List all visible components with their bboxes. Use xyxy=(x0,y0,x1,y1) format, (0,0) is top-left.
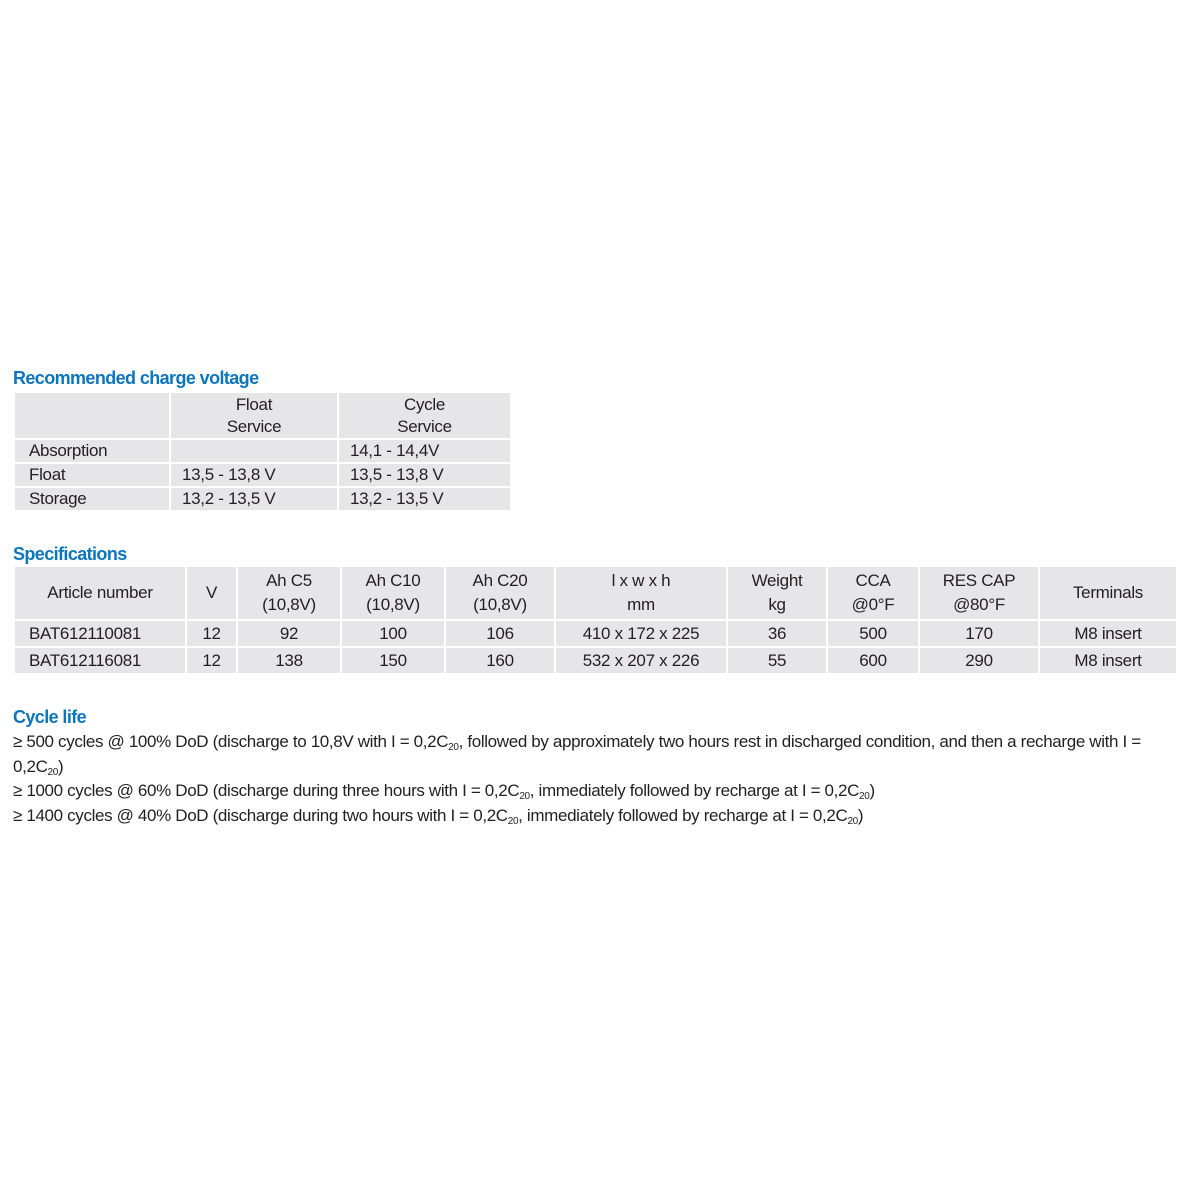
cell-article-number: BAT612116081 xyxy=(15,648,185,673)
cycle-life-line-500 xyxy=(13,730,1188,779)
header-line2: (10,8V) xyxy=(473,595,527,614)
cycle-service-header-line2: Service xyxy=(397,416,452,436)
cell-voltage: 12 xyxy=(187,621,236,646)
specifications-header-row xyxy=(15,567,1176,619)
header-line2: (10,8V) xyxy=(366,595,420,614)
header-ah-c20 xyxy=(446,567,554,619)
cell-article-number: BAT612110081 xyxy=(15,621,185,646)
cycle-service-header xyxy=(339,393,510,438)
charge-row-label: Absorption xyxy=(15,440,169,462)
header-dimensions xyxy=(556,567,726,619)
cell-cca: 500 xyxy=(828,621,918,646)
text-run: ≥ 1400 cycles @ 40% DoD (discharge during two hours with I = 0,2C xyxy=(13,805,508,825)
cell-ah-c20: 106 xyxy=(446,621,554,646)
charge-row-label: Storage xyxy=(15,488,169,510)
subscript: 20 xyxy=(859,791,870,802)
header-res-cap xyxy=(920,567,1038,619)
subscript: 20 xyxy=(847,815,858,827)
cycle-life-title: Cycle life xyxy=(13,707,87,727)
header-line2: (10,8V) xyxy=(262,595,316,614)
charge-row-float-value xyxy=(171,440,337,462)
cell-ah-c5: 138 xyxy=(238,648,340,673)
specifications-table xyxy=(13,565,1178,675)
header-line1: Article number xyxy=(47,583,153,602)
header-cca xyxy=(828,567,918,619)
header-ah-c10 xyxy=(342,567,444,619)
header-article-number xyxy=(15,567,185,619)
subscript: 20 xyxy=(519,791,530,802)
header-line2: @0°F xyxy=(851,595,895,614)
charge-row-storage xyxy=(15,488,510,510)
cell-dimensions: 410 x 172 x 225 xyxy=(556,621,726,646)
cell-terminals: M8 insert xyxy=(1040,648,1176,673)
charge-row-cycle-value: 13,5 - 13,8 V xyxy=(339,464,510,486)
cycle-life-line-1000 xyxy=(13,779,1188,804)
cell-voltage: 12 xyxy=(187,648,236,673)
header-line1: RES CAP xyxy=(942,571,1016,590)
header-terminals xyxy=(1040,567,1176,619)
charge-row-float xyxy=(15,464,510,486)
cell-ah-c20: 160 xyxy=(446,648,554,673)
header-line1: Ah C10 xyxy=(365,571,421,590)
cycle-life-line-1400 xyxy=(13,804,1188,829)
cycle-life-text xyxy=(13,730,1188,828)
charge-row-cycle-value: 14,1 - 14,4V xyxy=(339,440,510,462)
header-line2: kg xyxy=(768,595,786,614)
cell-cca: 600 xyxy=(828,648,918,673)
cell-res-cap: 170 xyxy=(920,621,1038,646)
cell-weight: 36 xyxy=(728,621,826,646)
header-line2: @80°F xyxy=(953,595,1005,614)
cell-ah-c10: 150 xyxy=(342,648,444,673)
specifications-title: Specifications xyxy=(13,544,127,564)
subscript: 20 xyxy=(507,815,519,827)
text-run: ≥ 500 cycles @ 100% DoD (discharge to 10,8V with I = 0,2C xyxy=(13,732,449,751)
empty-header-cell xyxy=(15,393,169,438)
float-service-header xyxy=(171,393,337,438)
charge-row-label: Float xyxy=(15,464,169,486)
cell-res-cap: 290 xyxy=(920,648,1038,673)
charge-voltage-table xyxy=(13,391,512,512)
charge-row-cycle-value: 13,2 - 13,5 V xyxy=(339,488,510,510)
header-line1: l x w x h xyxy=(611,571,671,590)
header-line1: CCA xyxy=(855,571,891,590)
subscript: 20 xyxy=(448,742,459,753)
float-service-header-line2: Service xyxy=(226,416,282,436)
header-line2: mm xyxy=(627,595,655,614)
text-run: ) xyxy=(869,781,875,800)
header-ah-c5 xyxy=(238,567,340,619)
text-run: , immediately followed by recharge at I = 0,2C xyxy=(518,805,848,825)
charge-row-absorption xyxy=(15,440,510,462)
cycle-service-header-line1: Cycle xyxy=(403,394,445,414)
header-line1: Weight xyxy=(751,571,803,590)
charge-voltage-header-row xyxy=(15,393,510,438)
charge-row-float-value: 13,2 - 13,5 V xyxy=(171,488,337,510)
header-weight xyxy=(728,567,826,619)
header-line1: V xyxy=(205,583,218,602)
cell-dimensions: 532 x 207 x 226 xyxy=(556,648,726,673)
header-line1: Ah C5 xyxy=(266,571,312,590)
table-row xyxy=(15,648,1176,673)
cell-ah-c10: 100 xyxy=(342,621,444,646)
table-row xyxy=(15,621,1176,646)
cell-terminals: M8 insert xyxy=(1040,621,1176,646)
text-run: ) xyxy=(57,756,64,776)
charge-row-float-value: 13,5 - 13,8 V xyxy=(171,464,337,486)
header-line1: Terminals xyxy=(1072,583,1144,602)
text-run: ≥ 1000 cycles @ 60% DoD (discharge during three hours with I = 0,2C xyxy=(13,781,520,800)
text-run: ) xyxy=(857,805,864,825)
header-voltage xyxy=(187,567,236,619)
header-line1: Ah C20 xyxy=(472,571,528,590)
cell-weight: 55 xyxy=(728,648,826,673)
text-run: , followed by approximately two hours rest in discharged condition, and then a recharge with I = 0,2C xyxy=(13,732,1141,776)
subscript: 20 xyxy=(47,766,58,778)
cell-ah-c5: 92 xyxy=(238,621,340,646)
charge-voltage-title: Recommended charge voltage xyxy=(13,368,259,388)
text-run: , immediately followed by recharge at I = 0,2C xyxy=(529,781,860,800)
float-service-header-line1: Float xyxy=(235,394,273,414)
